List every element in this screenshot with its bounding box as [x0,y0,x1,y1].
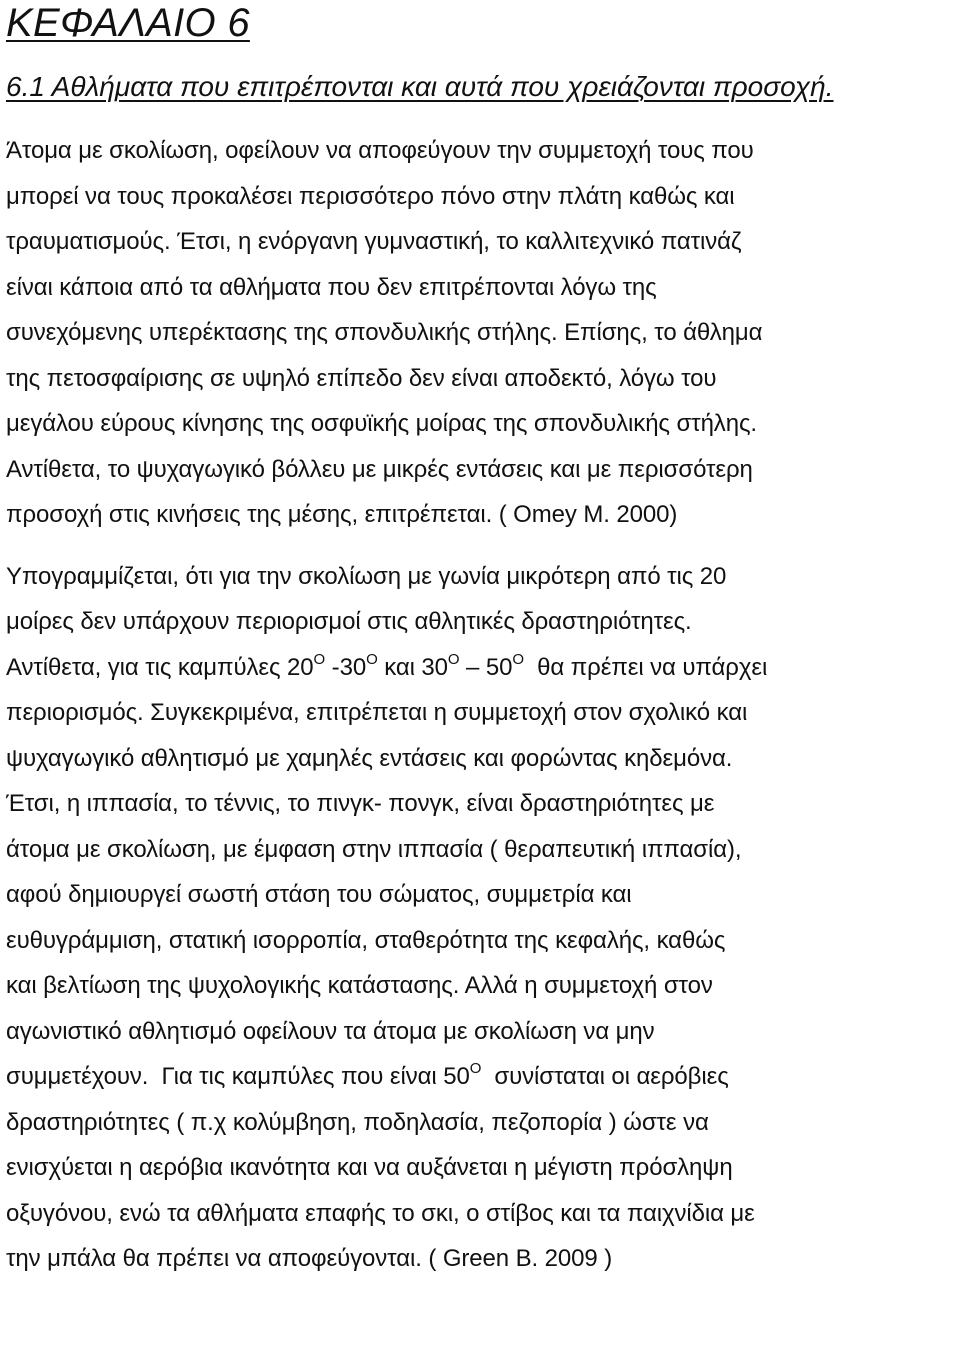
text-line: την μπάλα θα πρέπει να αποφεύγονται. ( Green B. 2009 ) [6,1245,613,1272]
text-segment: συνίσταται οι αερόβιες [481,1063,729,1090]
paragraph-curve-guidelines [6,554,958,1282]
text-segment: και 30 [377,653,448,681]
text-line: μεγάλου εύρους κίνησης της οσφυϊκής μοίρας της σπονδυλικής στήλης. [6,410,757,437]
text-line: ενισχύεται η αερόβια ικανότητα και να αυξάνεται η μέγιστη πρόσληψη [6,1154,733,1181]
text-line-with-degrees [6,1054,958,1100]
paragraph-sports-restrictions [6,128,958,538]
text-segment: -30 [325,653,367,681]
text-line: Έτσι, η ιππασία, το τέννις, το πινγκ- πονγκ, είναι δραστηριότητες με [6,790,715,817]
text-line: μοίρες δεν υπάρχουν περιορισμοί στις αθλητικές δραστηριότητες. [6,608,692,635]
chapter-title: ΚΕΦΑΛΑΙΟ 6 [6,1,250,45]
text-segment: Αντίθετα, για τις καμπύλες 20 [6,653,314,681]
text-line: ευθυγράμμιση, στατική ισορροπία, σταθερότητα της κεφαλής, καθώς [6,926,726,954]
text-segment: – 50 [459,653,513,681]
degree-superscript: Ο [469,1060,482,1077]
text-line: αγωνιστικό αθλητισμό οφείλουν τα άτομα με σκολίωση να μην [6,1017,655,1045]
text-line: της πετοσφαίρισης σε υψηλό επίπεδο δεν είναι αποδεκτό, λόγω του [6,364,717,392]
text-segment: θα πρέπει να υπάρχει [523,653,768,681]
degree-superscript: Ο [512,650,524,668]
text-line: αφού δημιουργεί σωστή στάση του σώματος, συμμετρία και [6,881,632,908]
text-line: Αντίθετα, το ψυχαγωγικό βόλλευ με μικρές εντάσεις και με περισσότερη [6,455,753,483]
text-line-with-degrees [6,645,958,691]
text-line: Άτομα με σκολίωση, οφείλουν να αποφεύγουν την συμμετοχή τους που [6,137,754,164]
text-line: μπορεί να τους προκαλέσει περισσότερο πόνο στην πλάτη καθώς και [6,182,735,210]
text-line: δραστηριότητες ( π.χ κολύμβηση, ποδηλασία, πεζοπορία ) ώστε να [6,1108,709,1136]
text-line: περιορισμός. Συγκεκριμένα, επιτρέπεται η συμμετοχή στον σχολικό και [6,699,748,726]
text-line: ψυχαγωγικό αθλητισμό με χαμηλές εντάσεις και φορώντας κηδεμόνα. [6,744,733,772]
text-line: Υπογραμμίζεται, ότι για την σκολίωση με γωνία μικρότερη από τις 20 [6,562,727,590]
text-line: τραυματισμούς. Έτσι, η ενόργανη γυμναστική, το καλλιτεχνικό πατινάζ [6,228,742,255]
degree-superscript: Ο [447,650,460,668]
text-line: οξυγόνου, ενώ τα αθλήματα επαφής το σκι, ο στίβος και τα παιχνίδια με [6,1199,755,1227]
text-line: προσοχή στις κινήσεις της μέσης, επιτρέπεται. ( Omey M. 2000) [6,501,678,528]
text-line: συνεχόμενης υπερέκτασης της σπονδυλικής στήλης. Επίσης, το άθλημα [6,319,763,346]
text-segment: συμμετέχουν. Για τις καμπύλες που είναι 50 [6,1063,470,1090]
section-title: 6.1 Αθλήματα που επιτρέπονται και αυτά που χρειάζονται προσοχή. [6,71,834,102]
degree-superscript: Ο [313,650,326,668]
text-line: άτομα με σκολίωση, με έμφαση στην ιππασία ( θεραπευτική ιππασία), [6,835,742,863]
text-line: είναι κάποια από τα αθλήματα που δεν επιτρέπονται λόγω της [6,273,657,301]
text-line: και βελτίωση της ψυχολογικής κατάστασης. Αλλά η συμμετοχή στον [6,972,713,999]
degree-superscript: Ο [366,650,378,668]
